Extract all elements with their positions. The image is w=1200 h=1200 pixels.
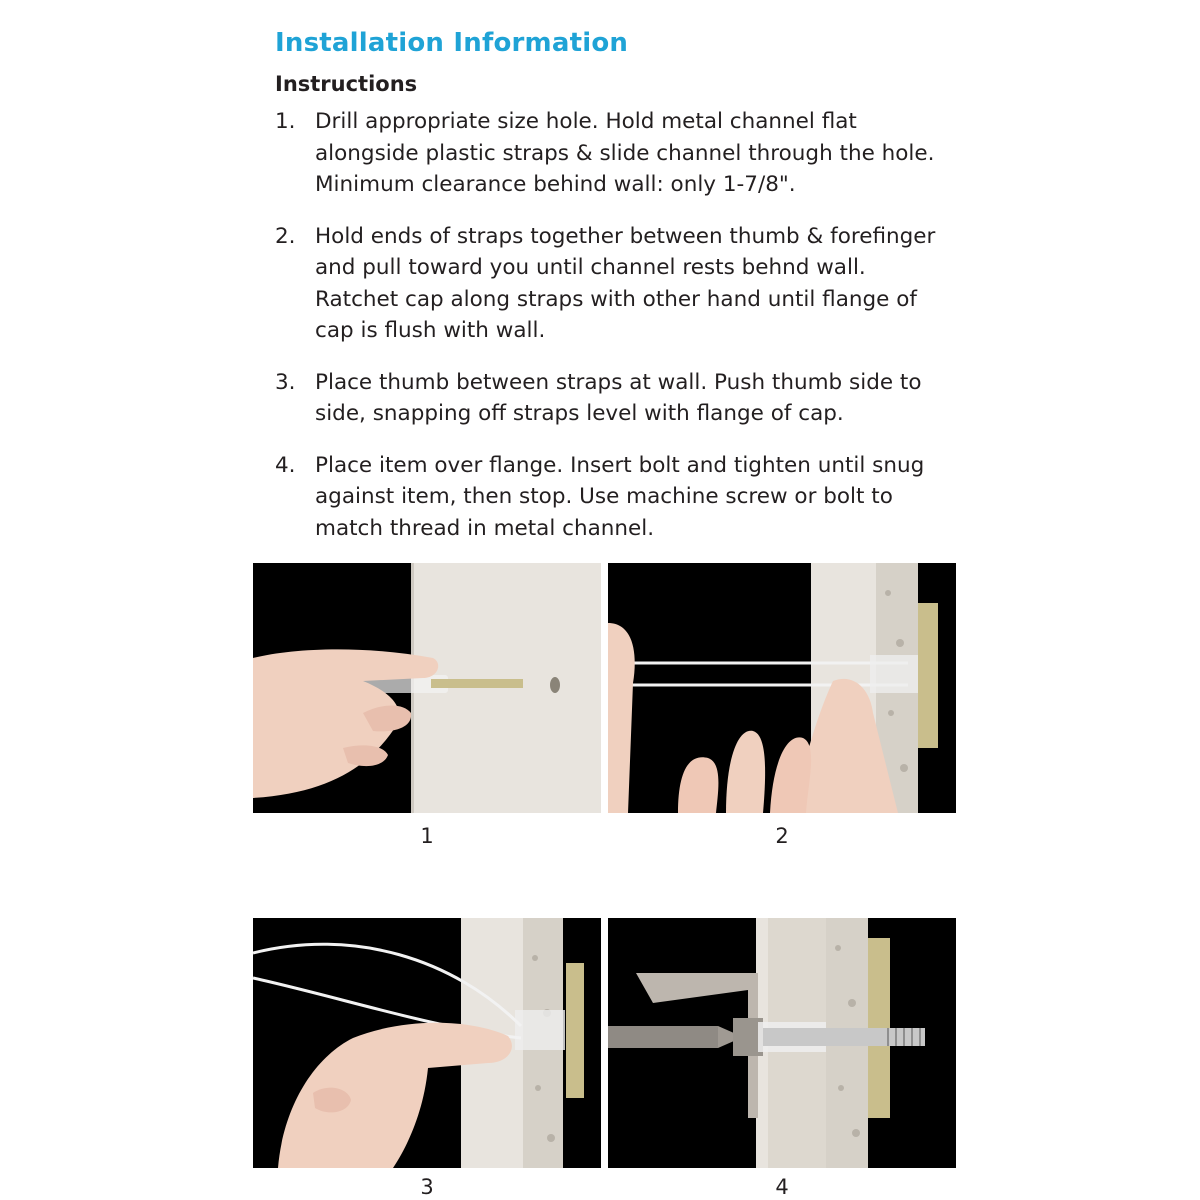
figure-1-caption: 1	[420, 824, 434, 848]
figure-2-caption: 2	[775, 824, 789, 848]
section-heading: Instructions	[275, 72, 418, 96]
figure-2-illustration	[608, 563, 956, 813]
instruction-step-4	[275, 450, 965, 545]
figure-4-caption: 4	[775, 1175, 789, 1199]
instruction-step-2	[275, 221, 965, 347]
page-title: Installation Information	[275, 28, 629, 58]
figure-1-illustration	[253, 563, 601, 813]
step-text: Place item over flange. Insert bolt and tighten until snug against item, then stop. Use machine screw or bolt to match thread in metal channel.	[315, 452, 925, 541]
figure-4-illustration	[608, 918, 956, 1168]
figure-3-illustration	[253, 918, 601, 1168]
step-text: Place thumb between straps at wall. Push thumb side to side, snapping off straps level with flange of cap.	[315, 369, 922, 426]
step-number: 1.	[275, 109, 296, 134]
step-number: 2.	[275, 223, 296, 249]
step-text: Hold ends of straps together between thumb & forefinger and pull toward you until channel rests behnd wall. Ratchet cap along straps with other hand until flange of cap is flush with wall.	[315, 223, 936, 343]
step-number: 4.	[275, 452, 296, 478]
figure-3-caption: 3	[420, 1175, 434, 1199]
step-number: 3.	[275, 369, 296, 395]
step-text: Drill appropriate size hole. Hold metal channel flat alongside plastic straps & slide channel through the hole. Minimum clearance behind wall: only 1-7/8".	[315, 109, 935, 197]
instruction-step-3	[275, 367, 965, 430]
instruction-list	[275, 106, 965, 544]
instruction-step-1	[275, 106, 965, 201]
